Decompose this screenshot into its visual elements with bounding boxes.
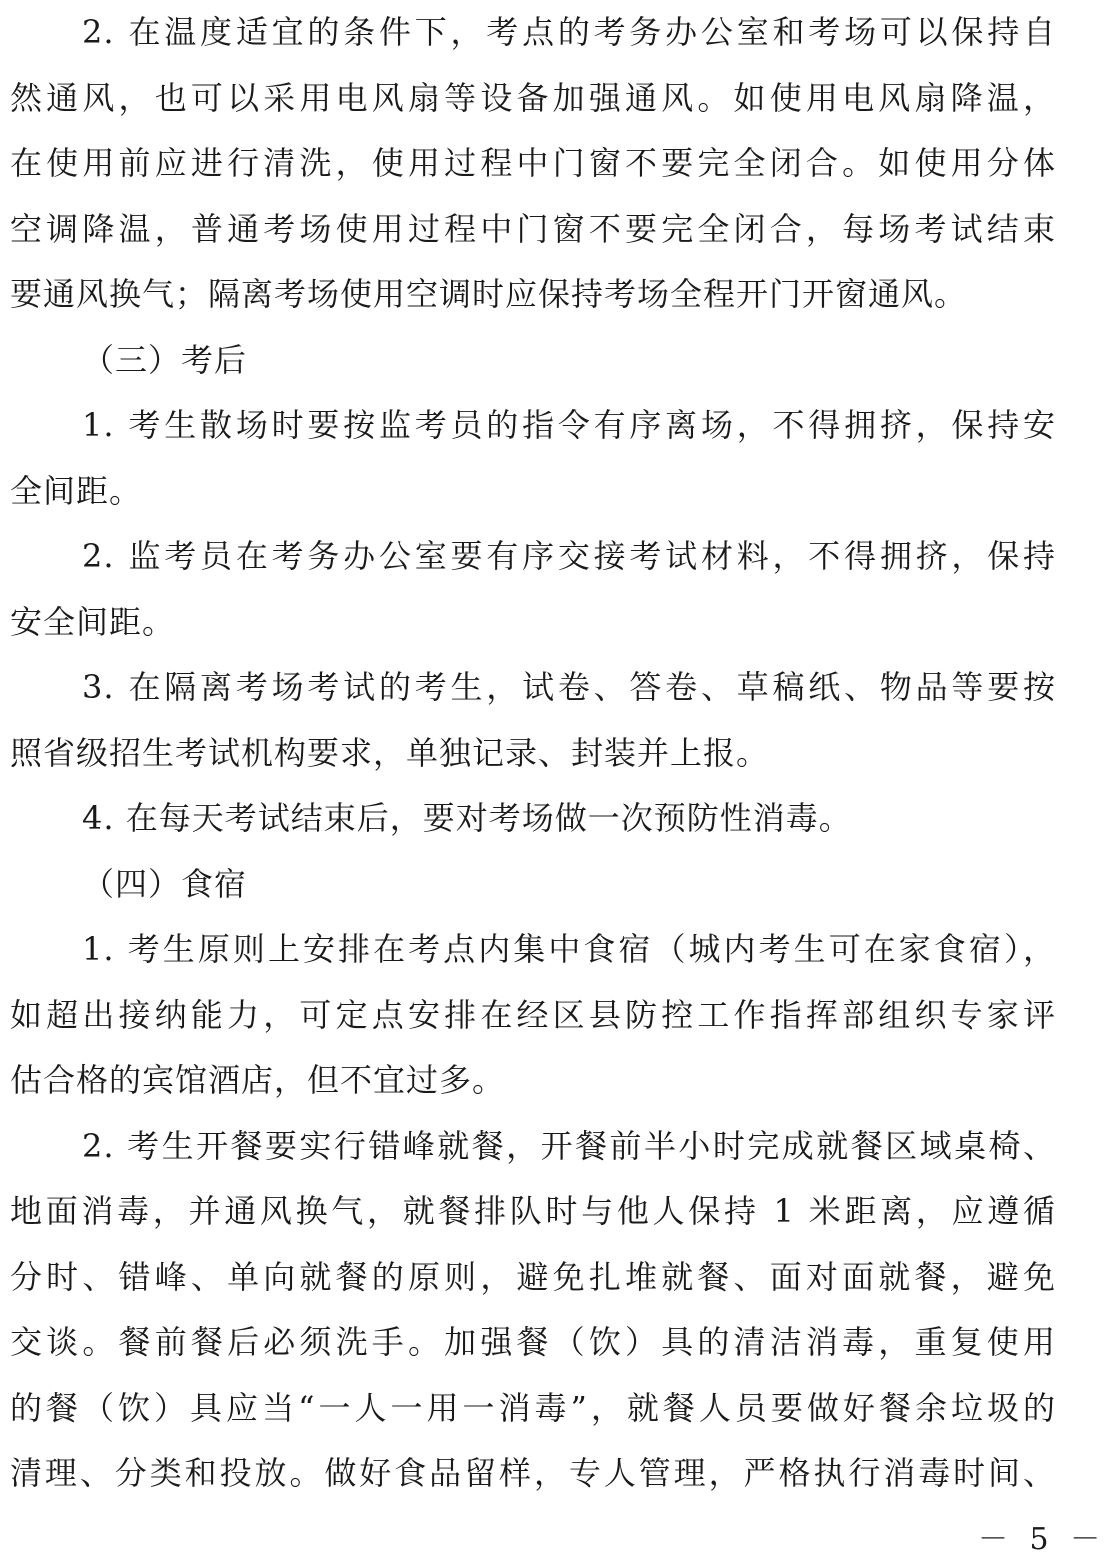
paragraph-line: 全间距。: [10, 471, 143, 510]
paragraph-line: 然通风，也可以采用电风扇等设备加强通风。如使用电风扇降温，: [10, 78, 1056, 117]
paragraph-line: 估合格的宾馆酒店，但不宜过多。: [10, 1061, 506, 1099]
paragraph-line: 分时、错峰、单向就餐的原则，避免扎堆就餐、面对面就餐，避免: [10, 1257, 1056, 1296]
paragraph-line: 2. 在温度适宜的条件下，考点的考务办公室和考场可以保持自: [82, 13, 1056, 51]
paragraph-line: 地面消毒，并通风换气，就餐排队时与他人保持 1 米距离，应遵循: [10, 1192, 1056, 1230]
paragraph-line: 4. 在每天考试结束后，要对考场做一次预防性消毒。: [82, 799, 852, 837]
paragraph-line: 照省级招生考试机构要求，单独记录、封装并上报。: [10, 733, 770, 772]
paragraph-line: 安全间距。: [10, 602, 176, 641]
paragraph-line: 交谈。餐前餐后必须洗手。加强餐（饮）具的清洁消毒，重复使用: [10, 1323, 1056, 1361]
paragraph-line: 清理、分类和投放。做好食品留样，专人管理，严格执行消毒时间、: [10, 1454, 1056, 1492]
paragraph-line: 在使用前应进行清洗，使用过程中门窗不要完全闭合。如使用分体: [10, 144, 1056, 182]
section-heading-food-lodging: （四）食宿: [82, 864, 248, 903]
paragraph-line: 的餐（饮）具应当“一人一用一消毒”，就餐人员要做好餐余垃圾的: [10, 1388, 1056, 1427]
page-number: － 5 －: [978, 1522, 1106, 1557]
paragraph-line: 空调降温，普通考场使用过程中门窗不要完全闭合，每场考试结束: [10, 209, 1056, 248]
paragraph-line: 1. 考生散场时要按监考员的指令有序离场，不得拥挤，保持安: [82, 406, 1056, 444]
paragraph-line: 如超出接纳能力，可定点安排在经区县防控工作指挥部组织专家评: [10, 995, 1056, 1034]
paragraph-line: 1. 考生原则上安排在考点内集中食宿（城内考生可在家食宿），: [82, 930, 1056, 968]
paragraph-line: 2. 监考员在考务办公室要有序交接考试材料，不得拥挤，保持: [82, 537, 1056, 575]
paragraph-line: 要通风换气；隔离考场使用空调时应保持考场全程开门开窗通风。: [10, 275, 968, 313]
paragraph-line: 2. 考生开餐要实行错峰就餐，开餐前半小时完成就餐区域桌椅、: [82, 1126, 1056, 1165]
section-heading-after-exam: （三）考后: [82, 340, 248, 379]
document-body: [10, 0, 1056, 1507]
paragraph-line: 3. 在隔离考场考试的考生，试卷、答卷、草稿纸、物品等要按: [82, 668, 1056, 706]
